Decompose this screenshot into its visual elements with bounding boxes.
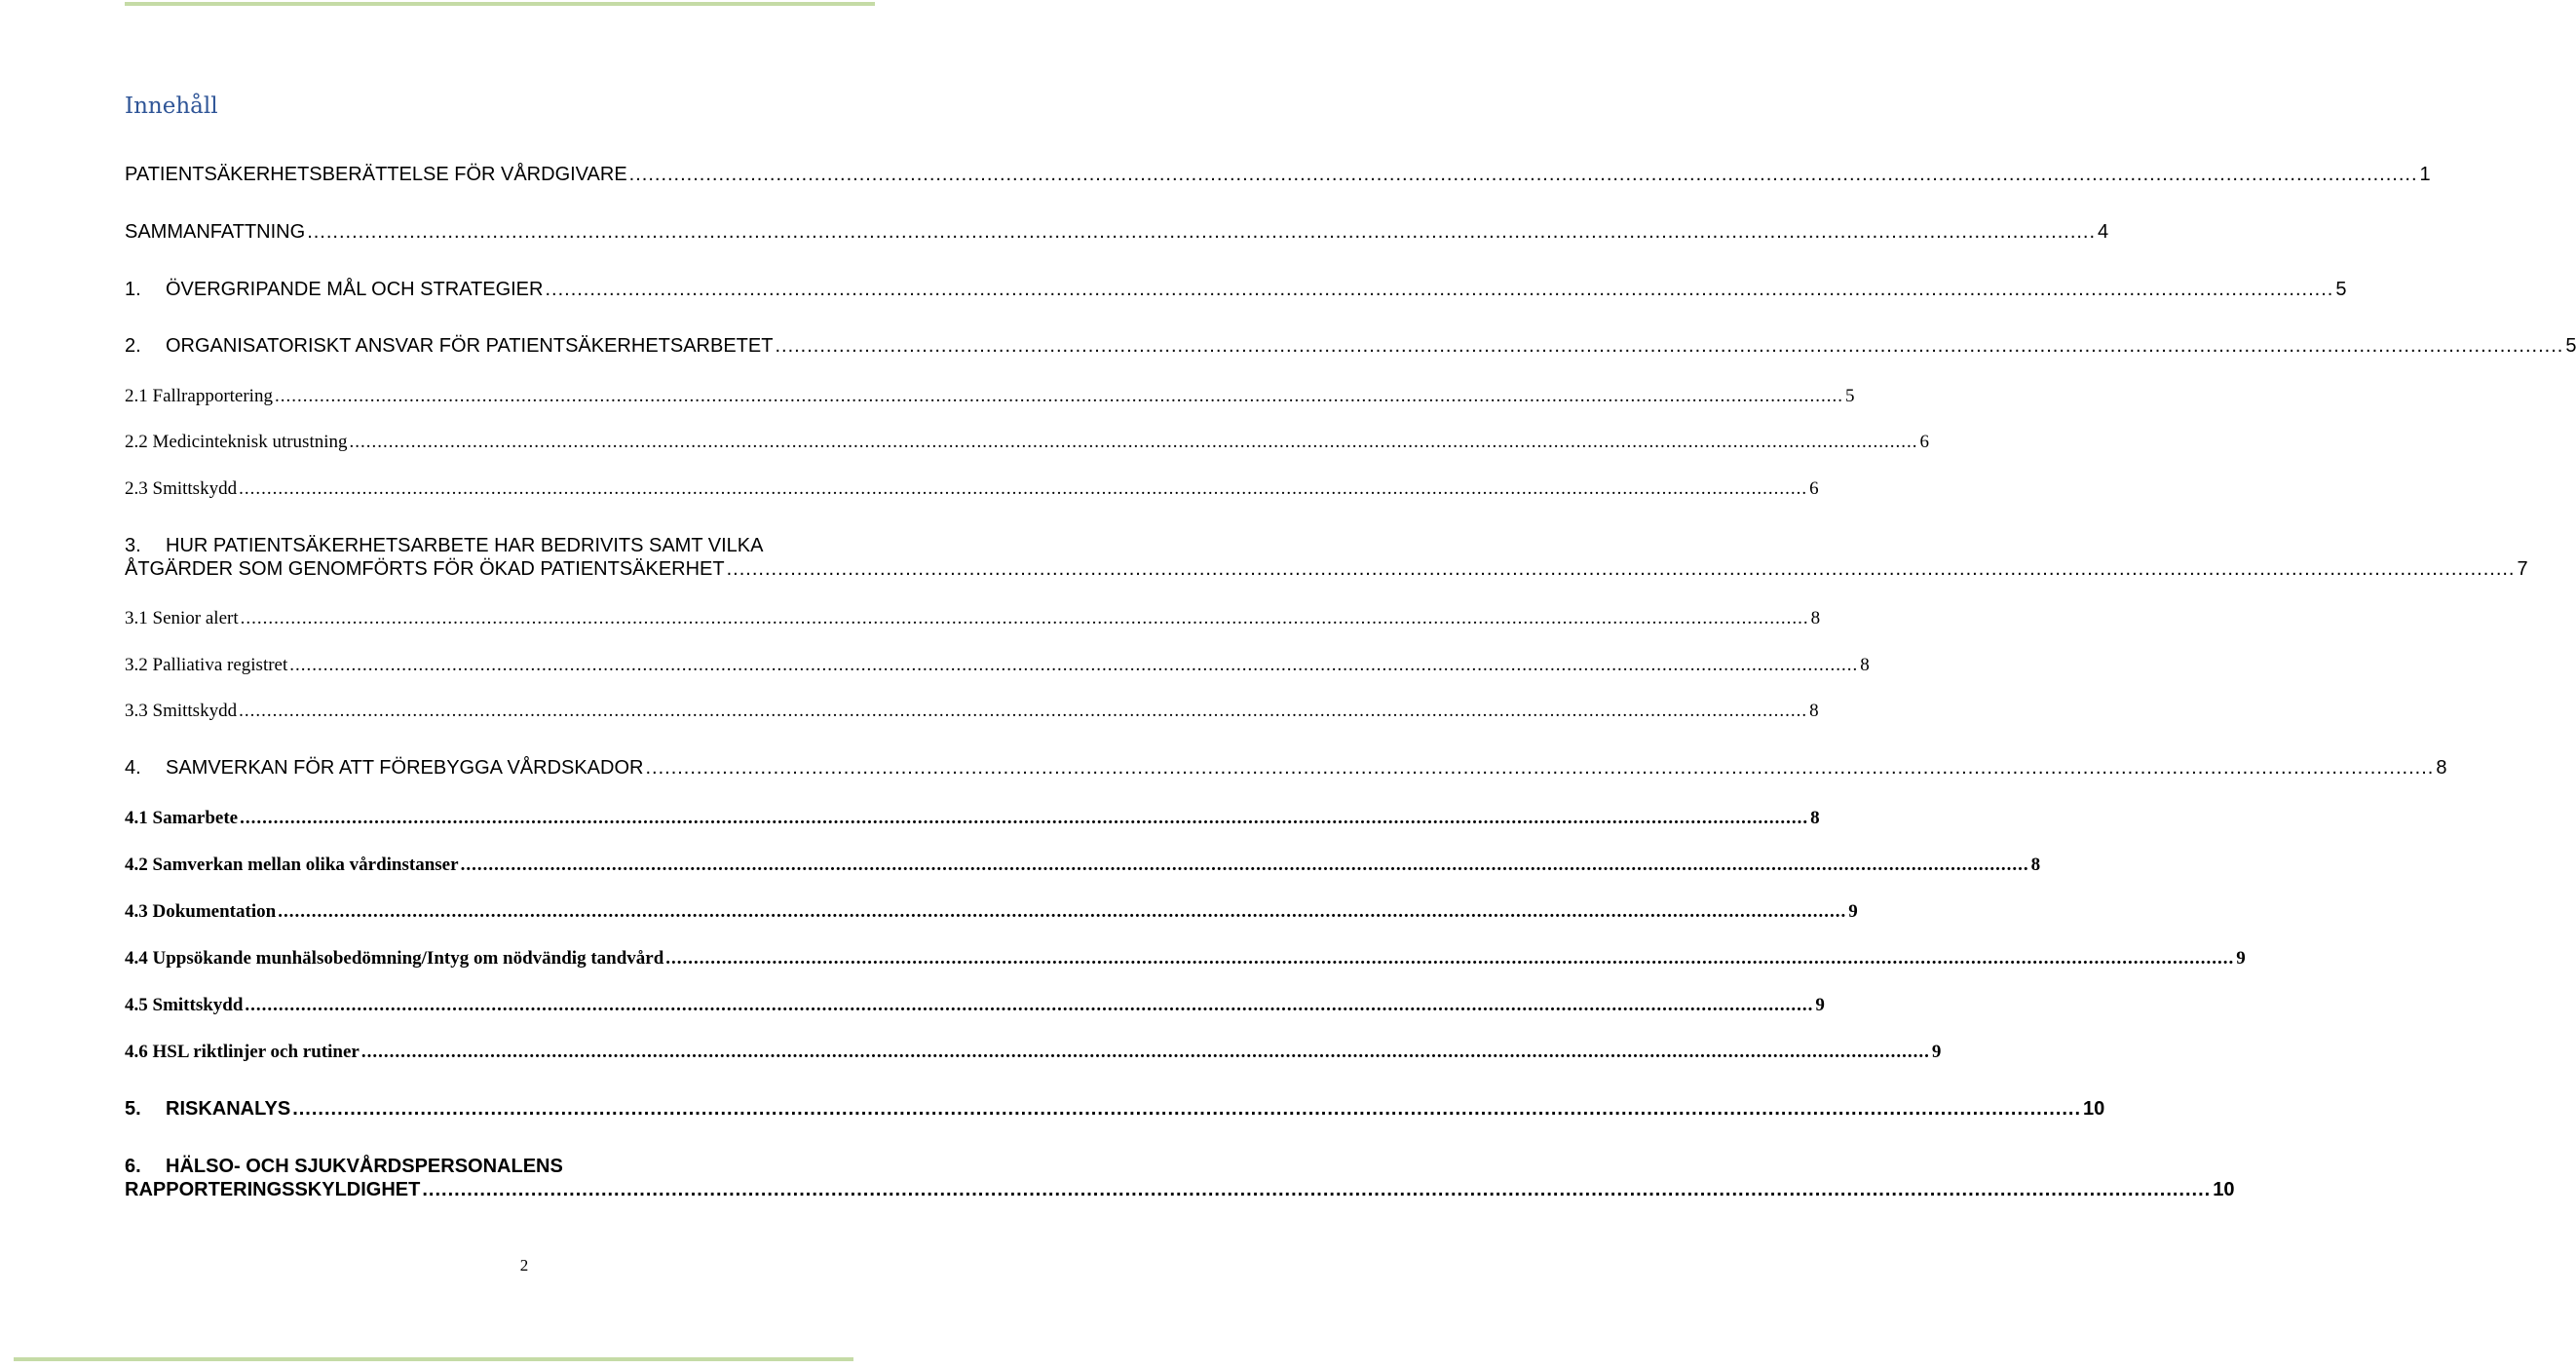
toc-entry[interactable] — [125, 1098, 2105, 1121]
toc-entry[interactable] — [125, 757, 2447, 780]
dot-leader — [461, 855, 2029, 876]
dot-leader — [292, 1098, 2081, 1121]
dot-leader — [241, 608, 1809, 629]
dot-leader — [545, 279, 2333, 301]
toc-entry-page: 1 — [2419, 164, 2431, 185]
toc-entry-number: 2. — [125, 335, 141, 357]
toc-entry-title: 2.3 Smittskydd — [125, 478, 238, 499]
toc-entry-page: 8 — [1810, 608, 1821, 628]
toc-entry[interactable] — [125, 948, 2246, 970]
toc-entry[interactable] — [125, 535, 2528, 581]
toc-entry-page: 8 — [1809, 701, 1819, 721]
toc-entry-title: SAMMANFATTNING — [125, 221, 306, 243]
toc-entry-page: 10 — [2083, 1098, 2105, 1120]
dot-leader — [350, 432, 1918, 453]
page-number: 2 — [519, 1256, 529, 1274]
toc-entry[interactable] — [125, 432, 1930, 453]
toc-entry-title: SAMVERKAN FÖR ATT FÖREBYGGA VÅRDSKADOR — [166, 757, 644, 779]
toc-entry-number: 6. — [125, 1156, 141, 1177]
dot-leader — [727, 558, 2516, 581]
toc-entry-page: 5 — [2335, 279, 2347, 300]
toc-entry-title: 4.3 Dokumentation — [125, 901, 277, 922]
toc-entry-page: 8 — [1810, 808, 1820, 828]
top-decorative-rule — [125, 2, 875, 6]
toc-entry-title-line1: HUR PATIENTSÄKERHETSARBETE HAR BEDRIVITS SAMT VILKA — [166, 535, 764, 556]
toc-entry[interactable] — [125, 386, 1855, 407]
toc-entry[interactable] — [125, 855, 2041, 876]
toc-entry-page: 9 — [1815, 995, 1825, 1015]
toc-entry-title: 4.5 Smittskydd — [125, 995, 244, 1015]
toc-entry-title: 2.2 Medicinteknisk utrustning — [125, 432, 348, 452]
toc-entry-title-line2: ÅTGÄRDER SOM GENOMFÖRTS FÖR ÖKAD PATIENTSÄKERHET — [125, 558, 725, 580]
dot-leader — [775, 335, 2563, 358]
toc-entry-page: 8 — [2030, 855, 2041, 875]
toc-entry[interactable] — [125, 478, 1819, 500]
toc-entry-number: 3. — [125, 535, 141, 556]
toc-entry-page: 10 — [2213, 1179, 2235, 1200]
toc-heading: Innehåll — [125, 94, 218, 119]
dot-leader — [422, 1179, 2211, 1201]
toc-entry[interactable] — [125, 1156, 2235, 1201]
toc-entry-title: PATIENTSÄKERHETSBERÄTTELSE FÖR VÅRDGIVARE — [125, 164, 627, 185]
toc-entry-page: 5 — [2565, 335, 2576, 357]
toc-entry-page: 9 — [1848, 901, 1858, 922]
toc-entry[interactable] — [125, 995, 1825, 1016]
toc-entry-title: 3.3 Smittskydd — [125, 701, 238, 721]
toc-entry-title-line1: HÄLSO- OCH SJUKVÅRDSPERSONALENS — [166, 1156, 563, 1177]
toc-entry-title: 4.4 Uppsökande munhälsobedömning/Intyg om nödvändig tandvård — [125, 948, 664, 969]
dot-leader — [278, 901, 1846, 923]
dot-leader — [307, 221, 2096, 244]
toc-entry-page: 9 — [1931, 1042, 1942, 1062]
dot-leader — [629, 164, 2418, 186]
toc-entry-title: 3.1 Senior alert — [125, 608, 239, 628]
toc-entry[interactable] — [125, 655, 1870, 676]
toc-entry[interactable] — [125, 221, 2109, 244]
toc-entry-title-line2: RAPPORTERINGSSKYLDIGHET — [125, 1179, 421, 1200]
dot-leader — [275, 386, 1843, 407]
toc-entry-number: 1. — [125, 279, 141, 300]
dot-leader — [361, 1042, 1930, 1063]
toc-entry-page: 6 — [1809, 478, 1819, 499]
toc-entry-title: RISKANALYS — [166, 1098, 291, 1120]
toc-entry[interactable] — [125, 279, 2347, 301]
toc-entry-page: 9 — [2236, 948, 2246, 969]
toc-entry[interactable] — [125, 1042, 1942, 1063]
dot-leader — [645, 757, 2434, 780]
dot-leader — [665, 948, 2234, 970]
toc-entry[interactable] — [125, 335, 2576, 358]
toc-entry-page: 5 — [1844, 386, 1855, 406]
toc-entry-title: 4.2 Samverkan mellan olika vårdinstanser — [125, 855, 459, 875]
toc-entry-title: ORGANISATORISKT ANSVAR FÖR PATIENTSÄKERHETSARBETET — [166, 335, 774, 357]
dot-leader — [239, 701, 1807, 722]
toc-entry-title: 2.1 Fallrapportering — [125, 386, 273, 406]
dot-leader — [289, 655, 1858, 676]
toc-entry-number: 4. — [125, 757, 141, 779]
toc-entry-title: 4.1 Samarbete — [125, 808, 239, 828]
toc-entry-title: 3.2 Palliativa registret — [125, 655, 288, 675]
toc-entry[interactable] — [125, 808, 1820, 829]
toc-entry[interactable] — [125, 608, 1821, 629]
toc-entry-page: 4 — [2098, 221, 2109, 243]
toc-entry-title: ÖVERGRIPANDE MÅL OCH STRATEGIER — [166, 279, 544, 300]
bottom-decorative-rule — [14, 1357, 853, 1361]
toc-entry[interactable] — [125, 701, 1819, 722]
dot-leader — [245, 995, 1813, 1016]
toc-entry-page: 6 — [1919, 432, 1930, 452]
dot-leader — [239, 478, 1807, 500]
toc-entry[interactable] — [125, 164, 2431, 186]
toc-entry-number: 5. — [125, 1098, 141, 1120]
toc-entry-title: 4.6 HSL riktlinjer och rutiner — [125, 1042, 360, 1062]
toc-entry-page: 7 — [2517, 558, 2528, 580]
toc-entry-page: 8 — [1860, 655, 1870, 675]
toc-entry[interactable] — [125, 901, 1858, 923]
toc-entry-page: 8 — [2436, 757, 2447, 779]
dot-leader — [240, 808, 1808, 829]
